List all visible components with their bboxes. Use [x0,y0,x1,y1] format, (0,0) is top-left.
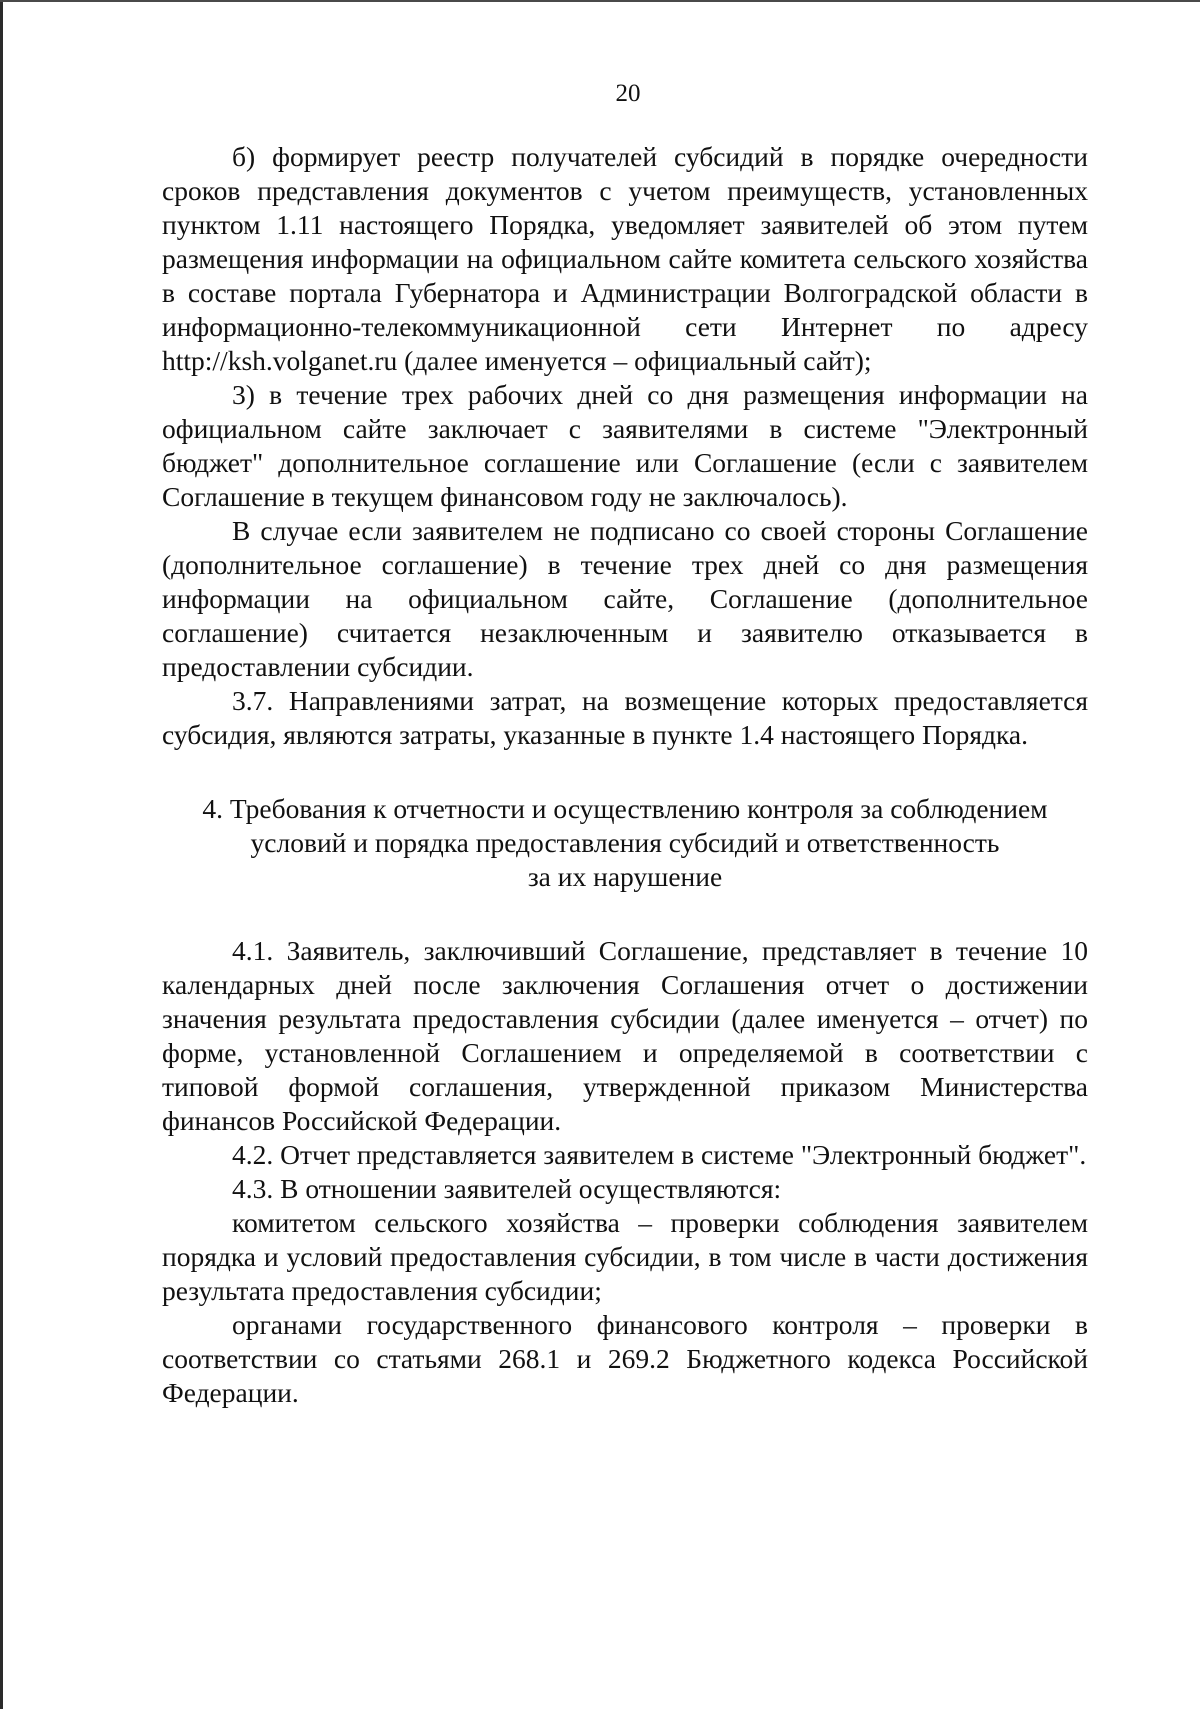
paragraph-state-control-checks: органами государственного финансового контроля – проверки в соответствии со статьями 268.1 и 269.2 Бюджетного кодекса Российской Федерации. [162,1309,1088,1408]
paragraph-b-registry: б) формирует реестр получателей субсидий в порядке очередности сроков представления документов с учетом преимуществ, установленных пунктом 1.11 настоящего Порядка, уведомляет заявителей об этом путем размещения информации на официальном сайте комитета сельского хозяйства в составе портала Губернатора и Администрации Волгоградской области в информационно-телекоммуникационной сети Интернет по адресу http://ksh.volganet.ru (далее именуется – официальный сайт); [162,141,1088,376]
paragraph-3-7-costs: 3.7. Направлениями затрат, на возмещение которых предоставляется субсидия, являются затраты, указанные в пункте 1.4 настоящего Порядка. [162,685,1088,750]
page-number: 20 [615,80,641,107]
paragraph-3-agreement: 3) в течение трех рабочих дней со дня размещения информации на официальном сайте заключает с заявителями в системе "Электронный бюджет" дополнительное соглашение или Соглашение (если с заявителем Соглашение в текущем финансовом году не заключалось). [162,379,1088,512]
scan-edge-top [0,0,1200,2]
paragraph-4-1-report: 4.1. Заявитель, заключивший Соглашение, представляет в течение 10 календарных дней после заключения Соглашения отчет о достижении значения результата предоставления субсидии (далее именуется – отчет) по форме, установленной Соглашением и определяемой в соответствии с типовой формой соглашения, утвержденной приказом Министерства финансов Российской Федерации. [162,935,1088,1136]
paragraph-unsigned-agreement: В случае если заявителем не подписано со своей стороны Соглашение (дополнительное соглашение) в течение трех дней со дня размещения информации на официальном сайте, Соглашение (дополнительное соглашение) считается незаключенным и заявителю отказывается в предоставлении субсидии. [162,515,1088,682]
paragraph-4-2-submission: 4.2. Отчет представляется заявителем в системе "Электронный бюджет". [232,1139,1087,1170]
scan-edge-left [0,0,3,1709]
section-title-line-3: за их нарушение [527,861,723,892]
section-title-line-1: 4. Требования к отчетности и осуществлению контроля за соблюдением [202,793,1048,824]
section-title-line-2: условий и порядка предоставления субсидий и ответственность [250,827,1000,858]
paragraph-4-3-checks: 4.3. В отношении заявителей осуществляются: [232,1173,782,1204]
document-body [162,140,1088,1410]
section-4-title [162,792,1088,894]
paragraph-committee-checks: комитетом сельского хозяйства – проверки соблюдения заявителем порядка и условий предоставления субсидии, в том числе в части достижения результата предоставления субсидии; [162,1207,1088,1306]
